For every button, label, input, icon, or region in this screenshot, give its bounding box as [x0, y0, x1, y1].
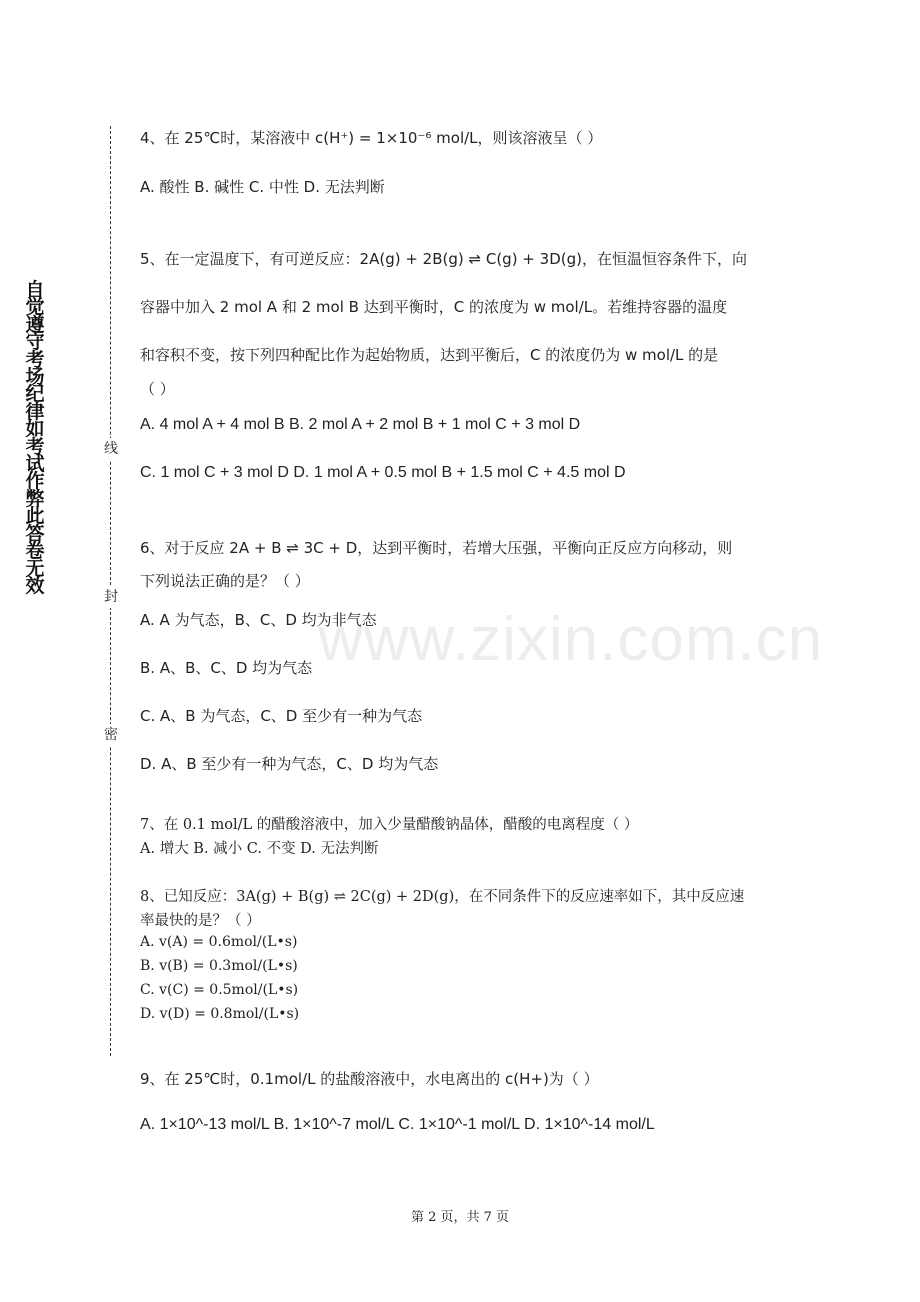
question-8-option-a: A. v(A) = 0.6mol/(L•s) [140, 934, 298, 950]
question-5-stem-line2: 容器中加入 2 mol A 和 2 mol B 达到平衡时，C 的浓度为 w mol/L。若维持容器的温度 [140, 298, 728, 316]
question-7-options: A. 增大 B. 减小 C. 不变 D. 无法判断 [140, 841, 379, 857]
seal-mark-seal: 封 [102, 586, 120, 608]
question-5-stem-line1: 5、在一定温度下，有可逆反应：2A(g) + 2B(g) ⇌ C(g) + 3D(g)，在恒温恒容条件下，向 [140, 250, 747, 268]
question-5-options-ab: A. 4 mol A + 4 mol B B. 2 mol A + 2 mol B + 1 mol C + 3 mol D [140, 416, 581, 433]
question-6-option-d: D. A、B 至少有一种为气态，C、D 均为气态 [140, 755, 439, 773]
question-5-options-cd: C. 1 mol C + 3 mol D D. 1 mol A + 0.5 mol B + 1.5 mol C + 4.5 mol D [140, 464, 626, 481]
question-8-option-d: D. v(D) = 0.8mol/(L•s) [140, 1006, 300, 1022]
question-5-stem-line4: （ ） [140, 380, 175, 398]
question-6-option-a: A. A 为气态，B、C、D 均为非气态 [140, 611, 377, 629]
seal-mark-secret: 密 [102, 724, 120, 746]
question-6-stem-line1: 6、对于反应 2A + B ⇌ 3C + D，达到平衡时，若增大压强，平衡向正反应方向移动，则 [140, 539, 733, 557]
question-8-option-c: C. v(C) = 0.5mol/(L•s) [140, 982, 299, 998]
question-4-stem: 4、在 25℃时，某溶液中 c(H⁺) = 1×10⁻⁶ mol/L，则该溶液呈（ ） [140, 129, 603, 147]
question-8-option-b: B. v(B) = 0.3mol/(L•s) [140, 958, 298, 974]
question-6-option-b: B. A、B、C、D 均为气态 [140, 659, 313, 677]
question-9-stem: 9、在 25℃时，0.1mol/L 的盐酸溶液中，水电离出的 c(H+)为（ ） [140, 1070, 599, 1088]
question-8-stem-line1: 8、已知反应：3A(g) + B(g) ⇌ 2C(g) + 2D(g)，在不同条件下的反应速率如下，其中反应速 [140, 889, 745, 905]
question-6-option-c: C. A、B 为气态，C、D 至少有一种为气态 [140, 707, 423, 725]
question-6-stem-line2: 下列说法正确的是？（ ） [140, 572, 310, 590]
seal-mark-line: 线 [102, 438, 120, 460]
question-5-stem-line3: 和容积不变，按下列四种配比作为起始物质，达到平衡后，C 的浓度仍为 w mol/L 的是 [140, 346, 719, 364]
question-9-options: A. 1×10^-13 mol/L B. 1×10^-7 mol/L C. 1×10^-1 mol/L D. 1×10^-14 mol/L [140, 1116, 655, 1133]
exam-discipline-notice: 自觉遵守考场纪律如考试作弊此答卷无效 [25, 279, 45, 597]
page-number-footer: 第 2 页，共 7 页 [410, 1210, 510, 1225]
question-8-stem-line2: 率最快的是？（ ） [140, 913, 261, 929]
watermark: www.zixin.com.cn [318, 605, 824, 674]
question-7-stem: 7、在 0.1 mol/L 的醋酸溶液中，加入少量醋酸钠晶体，醋酸的电离程度（ ） [140, 817, 639, 833]
question-4-options: A. 酸性 B. 碱性 C. 中性 D. 无法判断 [140, 178, 385, 196]
